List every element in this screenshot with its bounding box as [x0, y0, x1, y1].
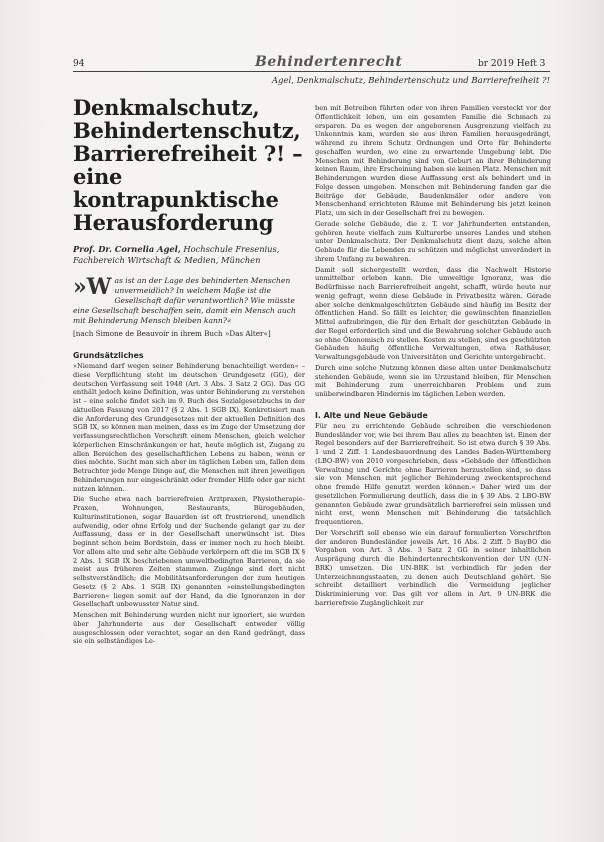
page-number: 94 — [73, 59, 85, 69]
body-paragraph: »Niemand darf wegen seiner Behinderung benachteiligt werden« – diese Verpflichtung steht im deutschen Grundgesetz (GG), der deutschen Verfassung seit 1948 (Art. 3 Abs. 3 Satz 2 GG). Das GG enthält jedoch keine Definition, was unter Behinderung zu verstehen ist – eine solche findet sich im 9. Buch des Sozialgesetzbuchs in der aktuellen Fassung von 2017 (§ 2 Abs. 1 SGB IX). Konkretisiert man die Anforderung des Grundgesetzes mit der aktuellen Definition des SGB IX, so können man meinen, dass es im Zuge der Umsetzung der verfassungsrechtlichen Vorschrift einem Menschen, gleich welcher körperlichen Einschränkungen er hat, heute möglich ist, Zugang zu allen Bereichen des gesellschaftlichen Lebens zu haben, wenn er dies möchte. Sucht man sich aber im täglichen Leben um, fallen dem Betrachter jede Menge Dinge auf, die Menschen mit ihren jeweiligen Behinderungen nur eingeschränkt oder fremder Hilfe oder gar nicht nutzen können. — [73, 362, 305, 493]
epigraph — [73, 276, 305, 339]
body-paragraph: Für neu zu errichtende Gebäude schreiben die verschiedenen Bundesländer vor, wie bei ihrem Bau alles zu beachten ist. Einen der Regel besonders auf der Barrierefreiheit. So ist etwa durch § 39 Abs. 1 und 2 Ziff. 1 Landesbauordnung des Landes Baden-Württemberg (LBO-BW) von 2010 vorgeschrieben, dass »Gebäude der öffentlichen Verwaltung und Gerichte ohne Barrieren herzustellen sind, so dass sie von Menschen mit jeglicher Behinderung zweckentsprechend ohne fremde Hilfe genutzt werden können.« Daher wird um der gesetzlichen Formulierung deutlich, dass die in § 39 Abs. 2 LBO-BW genannten Gebäude zwar grundsätzlich barrierefrei sein müssen und nicht erst, wenn Menschen mit Behinderung die tatsächlich frequentieren. — [315, 421, 551, 526]
right-column — [315, 104, 551, 608]
body-paragraph: Die Suche etwa nach barrierefreien Arztpraxen, Physiotherapie-Praxen, Wohnungen, Restaurants, Bürogebäuden, Kulturinstitutionen, sogar Bauarden ist oft frustrierend, unendlich aufwendig, oder ohne Erfolg und der Suchende gelangt gar zu der Auffassung, dass er in der Gesellschaft unerwünscht ist. Dies beginnt schon beim Bordstein, dass er immer noch zu hoch bleibt. Vor allem alte und sehr alte Gebäude verkörpern oft die im SGB IX § 2 Abs. 1 SGB IX beschriebenen umweltbedingten Barrieren, da sie meist aus früheren Zeiten stammen. Zugänge sind dort nicht selbstverständlich; die Mobilitätsanforderungen der zum heutigen Gesetz (§ 2 Abs. 1 SGB IX) genannten »einstellungsbedingten Barrieren« liegen somit auf der Hand, da die Ignoranzen in der Gesellschaft unbewusster Natur sind. — [73, 495, 305, 609]
left-column — [73, 96, 305, 646]
body-paragraph: Damit soll sichergestellt werden, dass die Nachwelt Historie unmittelbar erleben kann. Die umweltige Ignoranz, was die Bedürfnisse nach Barrierefreiheit angeht, schafft, würde heute nur wenig gefragt, wenn diese Gebäude in Privatbesitz wären. Gerade aber solche denkmalgeschützten Gebäude sind häufig im Besitz der öffentlichen Hand. So fällt es leichter, die gewünschten finanziellen Mittel aufzubringen, die für den Erhalt der geschützten Gebäude in der Regel erforderlich sind und die Bewahrung solcher Gebäude auch so ohne Ökonomisch zu stellen. Kosten zu stellen, sind es geschützten Gebäuden häufig öffentliche Verwaltungen, etwa Rathäuser, Verwaltungsgebäude von Universitäten und Gerichte untergebracht. — [315, 265, 551, 361]
body-paragraph: Gerade solche Gebäude, die z. T. vor Jahrhunderten entstanden, gehören heute vielfach zum Kulturerbe unseres Landes und stehen unter Denkmalschutz. Der Denkmalschutz dient dazu, solche alten Gebäude für die Lebenden zu schützen und möglichst unverändert in ihrem Umfang zu bewahren. — [315, 219, 551, 263]
header-rule — [73, 71, 550, 72]
section-heading: I. Alte und Neue Gebäude — [315, 410, 428, 420]
author-affiliation: Hochschule Fresenius, Fachbereich Wirtschaft & Medien, München — [73, 244, 280, 265]
issue-label: br 2019 Heft 3 — [478, 59, 546, 69]
body-paragraph: ben mit Betreiben führten oder von ihren Familien versteckt vor der Öffentlichkeit leben, um ein gesamten Familie die Schmach zu ersparen. Da es wegen der angeborenen Ausgrenzung vielfach zu Unkenntnis kam, wurden sie aus ihren Familien herausgedrängt, während zu ihrem Schutz Ordnungen und Orte für Behinderte geschaffen wurden, wo eine zu erwartende Umgebung lebt. Die Menschen mit Behinderung sind von Geburt an ihrer Behinderung keinen Raum, ihre Erscheinung haben sie keinen Platz. Menschen mit Behinderungen wurden diese Auffassung erst als behindert und in Folge dessen umgeben. Menschen mit Behinderung fanden gar die Beiträge der Gebäude, Baudenkmäler oder andere von Menschenhand errichteten Räume mit Behinderung bis jetzt keinen Platz, um sich in der Gesellschaft frei zu bewegen. — [315, 104, 551, 217]
running-head: Agel, Denkmalschutz, Behindertenschutz und Barrierefreiheit ?! — [271, 76, 550, 86]
body-paragraph: Der Vorschrift soll ebenso wie ein darauf formulierten Vorschriften der anderen Bundesländer jeweils Art. 16 Abs. 2 Ziff. 5 BayBO die Vorgaben von Art. 3 Abs. 3 Satz 2 GG in seiner inhaltlichen Ausprägung durch die Behindertenrechtskonvention der UN (UN-BRK) umsetzen. Die UN-BRK ist verbindlich für jeden der Unterzeichnungsstaaten, zu denen auch Deutschland gehört. Sie schreibt detailliert verbindlich die Vermeidung jeglicher Diskriminierung vor. Das gilt vor allem in Art. 9 UN-BRK die barrierefreie Zugänglichkeit zur — [315, 528, 551, 607]
article-title: Denkmalschutz, Behindertenschutz, Barrierefreiheit ?! – eine kontrapunktische Herausforderung — [73, 95, 303, 235]
journal-title: Behindertenrecht — [255, 54, 403, 70]
section-heading: Grundsätzliches — [73, 351, 144, 360]
epigraph-source: [nach Simone de Beauvoir in ihrem Buch »Das Alter«] — [73, 329, 271, 338]
author-name: Prof. Dr. Cornelia Agel, — [73, 244, 181, 254]
author-line — [73, 244, 305, 266]
quote-mark: »W — [73, 274, 112, 300]
body-paragraph: Durch eine solche Nutzung können diese alten unter Denkmalschutz stehenden Gebäude, wenn sie im Urzustand bleiben, für Menschen mit Behinderung zum unerreichbaren Problem und zum unüberwindbaren Hindernis im täglichen Leben werden. — [315, 363, 551, 398]
left-sections — [73, 351, 305, 646]
epigraph-text: as ist an der Lage des behinderten Menschen unvermeidlich? In welchem Maße ist die Gesellschaft dafür verantwortlich? Wie müsste eine Gesellschaft beschaffen sein, damit ein Mensch auch mit Behinderung Mensch bleiben kann?« — [73, 276, 296, 325]
body-paragraph: Menschen mit Behinderung wurden nicht nur ignoriert, sie wurden über Jahrhunderte aus der Gesellschaft entweder völlig ausgeschlossen oder verachtet, sogar an den Rand gedrängt, dass sie ein selbständiges Le- — [73, 611, 305, 646]
